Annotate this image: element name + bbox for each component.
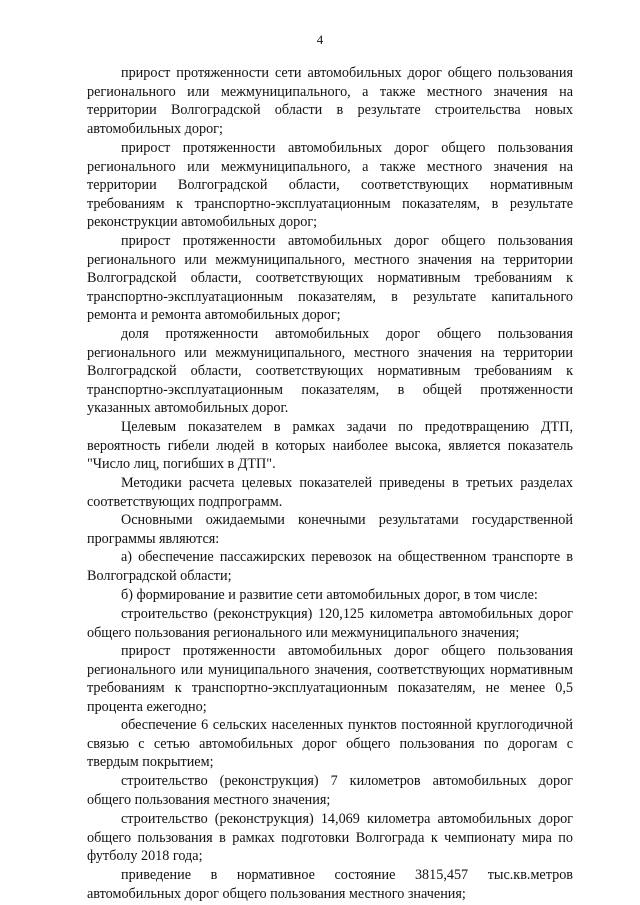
paragraph-15: приведение в нормативное состояние 3815,457 тыс.кв.метров автомобильных дорог общего пользования местного значения; [87, 867, 573, 902]
page-number: 4 [316, 32, 324, 47]
paragraph-5: Целевым показателем в рамках задачи по предотвращению ДТП, вероятность гибели людей в которых наиболее высока, является показатель "Число лиц, погибших в ДТП". [87, 419, 573, 473]
paragraph-2: прирост протяженности автомобильных дорог общего пользования регионального или межмуниципального, а также местного значения на территории Волгоградской области, соответствующих нормативным требованиям к транспортно-эксплуатационным показателям, в результате реконструкции автомобильных дорог; [87, 140, 573, 231]
paragraph-14: строительство (реконструкция) 14,069 километра автомобильных дорог общего пользования в рамках подготовки Волгограда к чемпионату мира по футболу 2018 года; [87, 811, 573, 865]
paragraph-13: строительство (реконструкция) 7 километров автомобильных дорог общего пользования местного значения; [87, 773, 573, 808]
paragraph-11: прирост протяженности автомобильных дорог общего пользования регионального или муниципального значения, соответствующих нормативным требованиям к транспортно-эксплуатационным показателям, не менее 0,5 процента ежегодно; [87, 643, 573, 715]
paragraph-7: Основными ожидаемыми конечными результатами государственной программы являются: [87, 512, 573, 547]
paragraph-6: Методики расчета целевых показателей приведены в третьих разделах соответствующих подпрограмм. [87, 475, 573, 510]
paragraph-1: прирост протяженности сети автомобильных дорог общего пользования регионального или межмуниципального, а также местного значения на территории Волгоградской области в результате строительства новых автомобильных дорог; [87, 65, 573, 137]
paragraph-8: а) обеспечение пассажирских перевозок на общественном транспорте в Волгоградской области; [87, 549, 573, 584]
paragraph-10: строительство (реконструкция) 120,125 километра автомобильных дорог общего пользования регионального или межмуниципального значения; [87, 606, 573, 641]
paragraph-9: б) формирование и развитие сети автомобильных дорог, в том числе: [121, 587, 538, 603]
paragraph-4: доля протяженности автомобильных дорог общего пользования регионального или межмуниципального, местного значения на территории Волгоградской области, соответствующих нормативным требованиям к транспортно-эксплуатационным показателям, в общей протяженности указанных автомобильных дорог. [87, 326, 573, 417]
paragraph-12: обеспечение 6 сельских населенных пунктов постоянной круглогодичной связью с сетью автомобильных дорог общего пользования по дорогам с твердым покрытием; [87, 717, 573, 771]
paragraph-3: прирост протяженности автомобильных дорог общего пользования регионального или межмуниципального, местного значения на территории Волгоградской области, соответствующих нормативным требованиям к транспортно-эксплуатационным показателям, в результате капитального ремонта и ремонта автомобильных дорог; [87, 233, 573, 324]
